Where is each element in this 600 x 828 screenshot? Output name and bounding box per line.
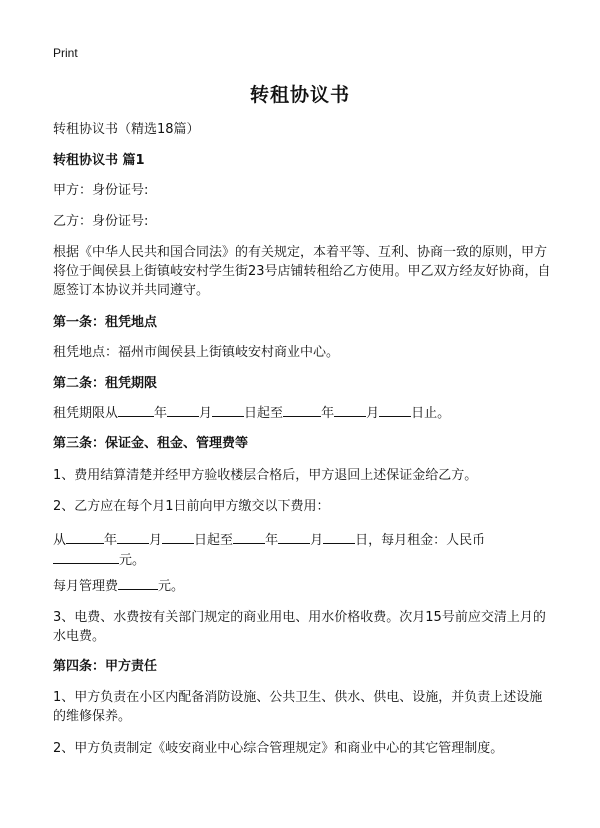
rent-text-month2: 月 bbox=[310, 533, 324, 548]
article3-item1: 1、费用结算清楚并经甲方验收楼层合格后，甲方退回上述保证金给乙方。 bbox=[53, 468, 478, 483]
blank-start-day[interactable] bbox=[212, 404, 244, 417]
rent-text-yuan: 元。 bbox=[119, 553, 146, 568]
print-link[interactable]: Print bbox=[53, 46, 78, 60]
article3-item3: 3、电费、水费按有关部门规定的商业用电、用水价格收费。次月15号前应交清上月的水电费。 bbox=[53, 610, 546, 644]
blank-end-month[interactable] bbox=[334, 404, 366, 417]
rent-blank-amount[interactable] bbox=[53, 551, 119, 564]
article2-term-line bbox=[53, 404, 450, 423]
rent-blank-end-month[interactable] bbox=[278, 531, 310, 544]
article1-text: 租凭地点：福州市闽侯县上街镇岐安村商业中心。 bbox=[53, 345, 340, 360]
blank-end-day[interactable] bbox=[379, 404, 411, 417]
rent-text-from: 从 bbox=[53, 533, 67, 548]
article4-item1: 1、甲方负责在小区内配备消防设施、公共卫生、供水、供电、设施，并负责上述设施的维修保养。 bbox=[53, 690, 543, 724]
fee-text-label: 每月管理费 bbox=[53, 579, 119, 594]
blank-start-year[interactable] bbox=[118, 404, 154, 417]
rent-blank-start-year[interactable] bbox=[66, 531, 104, 544]
term-text-from: 租凭期限从 bbox=[53, 406, 119, 421]
article3-item2: 2、乙方应在每个月1日前向甲方缴交以下费用： bbox=[53, 499, 330, 514]
article1-heading: 第一条：租凭地点 bbox=[53, 315, 158, 330]
term-text-end: 日止。 bbox=[411, 406, 451, 421]
article3-heading: 第三条：保证金、租金、管理费等 bbox=[53, 436, 249, 451]
article3-rent-line bbox=[53, 531, 553, 571]
intro-paragraph: 根据《中华人民共和国合同法》的有关规定，本着平等、互利、协商一致的原则，甲方将位于闽侯县上街镇岐安村学生街23号店铺转租给乙方使用。甲乙双方经友好协商，自愿签订本协议并共同遵守。 bbox=[53, 245, 551, 298]
document-title: 转租协议书 bbox=[249, 84, 350, 106]
article4-item2: 2、甲方负责制定《岐安商业中心综合管理规定》和商业中心的其它管理制度。 bbox=[53, 741, 504, 756]
rent-text-month: 月 bbox=[149, 533, 163, 548]
rent-blank-end-year[interactable] bbox=[233, 531, 265, 544]
party-b-line: 乙方：身份证号: bbox=[53, 214, 149, 229]
rent-text-year2: 年 bbox=[265, 533, 279, 548]
article3-fee-line bbox=[53, 577, 184, 596]
article4-heading: 第四条：甲方责任 bbox=[53, 659, 158, 674]
rent-text-to: 日起至 bbox=[194, 533, 234, 548]
fee-blank-amount[interactable] bbox=[118, 577, 158, 590]
section-heading: 转租协议书 篇1 bbox=[53, 153, 145, 168]
term-text-year2: 年 bbox=[321, 406, 335, 421]
fee-text-yuan: 元。 bbox=[158, 579, 185, 594]
rent-text-monthly: 日，每月租金：人民币 bbox=[355, 533, 486, 548]
term-text-month: 月 bbox=[199, 406, 213, 421]
rent-blank-end-day[interactable] bbox=[323, 531, 355, 544]
blank-end-year[interactable] bbox=[283, 404, 321, 417]
rent-text-year: 年 bbox=[104, 533, 118, 548]
article2-heading: 第二条：租凭期限 bbox=[53, 376, 158, 391]
rent-blank-start-day[interactable] bbox=[162, 531, 194, 544]
blank-start-month[interactable] bbox=[167, 404, 199, 417]
party-a-line: 甲方：身份证号: bbox=[53, 183, 149, 198]
term-text-to: 日起至 bbox=[244, 406, 284, 421]
document-subtitle: 转租协议书（精选18篇） bbox=[53, 122, 200, 137]
term-text-month2: 月 bbox=[366, 406, 380, 421]
rent-blank-start-month[interactable] bbox=[117, 531, 149, 544]
term-text-year: 年 bbox=[154, 406, 168, 421]
